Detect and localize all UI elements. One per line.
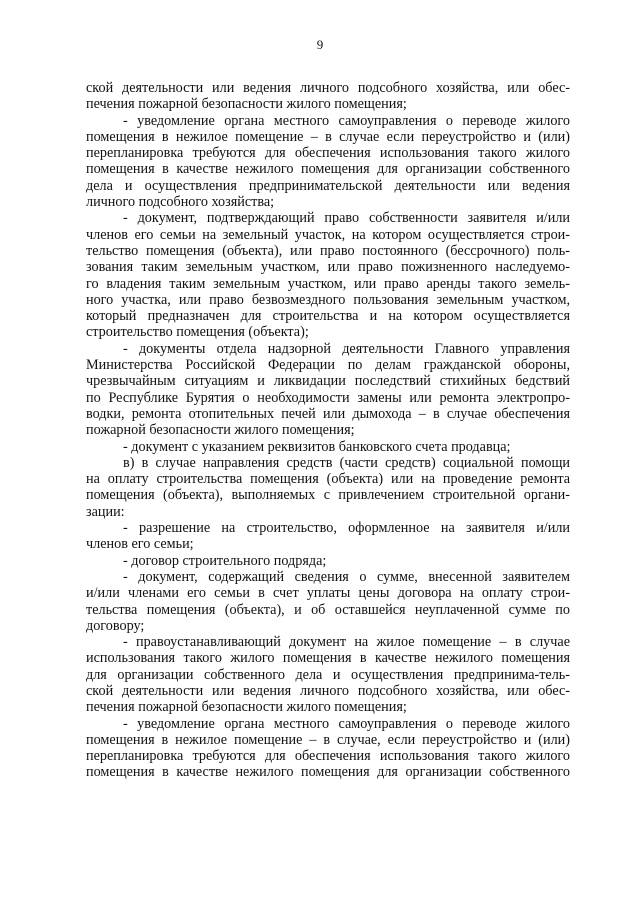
text-line: в) в случае направления средств (части средств) социальной помощи: [123, 454, 570, 471]
text-line: для организации собственного дела и осуществления предпринима-тель-: [86, 666, 570, 683]
text-line: чрезвычайным ситуациям и ликвидации последствий стихийных бедствий: [86, 373, 570, 390]
document-body: [86, 80, 570, 781]
text-line: - правоустанавливающий документ на жилое помещение – в случае: [123, 634, 570, 651]
text-line: - документ, подтверждающий право собственности заявителя и/или: [123, 210, 570, 227]
text-line: водки, ремонта отопительных печей или дымохода – в случае обеспечения: [86, 405, 570, 422]
text-line: - уведомление органа местного самоуправления о переводе жилого: [123, 715, 570, 732]
text-line: Министерства Российской Федерации по делам гражданской обороны,: [86, 357, 570, 374]
text-line: и/или членами его семьи в счет уплаты цены договора на оплату строи-: [86, 585, 570, 602]
text-line: - договор строительного подряда;: [123, 552, 327, 569]
text-line: тельство помещения (объекта), или право постоянного (бессрочного) поль-: [86, 242, 570, 259]
text-line: зации:: [86, 503, 125, 520]
text-line: членов его семьи на земельный участок, на котором осуществляется строи-: [86, 226, 570, 243]
text-line: договору;: [86, 617, 145, 634]
text-line: - документы отдела надзорной деятельности Главного управления: [123, 340, 570, 357]
text-line: ской деятельности или ведения личного подсобного хозяйства, или обес-: [86, 80, 570, 96]
text-line: помещения в качестве нежилого помещения для организации собственного: [86, 161, 570, 178]
text-line: ской деятельности или ведения личного подсобного хозяйства, или обес-: [86, 682, 570, 699]
text-line: помещения в качестве нежилого помещения для организации собственного: [86, 764, 570, 781]
text-line: - разрешение на строительство, оформленное на заявителя и/или: [123, 520, 570, 537]
text-line: по Республике Бурятия о необходимости замены или ремонта электропро-: [86, 389, 570, 406]
text-line: перепланировка требуются для обеспечения использования такого жилого: [86, 748, 570, 765]
text-line: использования такого жилого помещения в качестве нежилого помещения: [86, 650, 570, 667]
text-line: - уведомление органа местного самоуправления о переводе жилого: [123, 112, 570, 129]
text-line: печения пожарной безопасности жилого помещения;: [86, 96, 407, 113]
text-line: печения пожарной безопасности жилого помещения;: [86, 699, 407, 716]
text-line: ного участка, или право безвозмездного пользования земельным участком,: [86, 291, 570, 308]
text-line: помещения (объекта), выполняемых с привлечением строительной органи-: [86, 487, 570, 504]
text-line: пожарной безопасности жилого помещения;: [86, 422, 355, 439]
page-number: 9: [316, 37, 324, 52]
text-line: строительство помещения (объекта);: [86, 324, 309, 341]
text-line: помещения в нежилое помещение – в случае, если переустройство и (или): [86, 731, 570, 748]
text-line: членов его семьи;: [86, 536, 194, 553]
text-line: - документ, содержащий сведения о сумме, внесенной заявителем: [123, 568, 570, 585]
text-line: дела и осуществления предпринимательской деятельности или ведения: [86, 177, 570, 194]
text-line: который предназначен для строительства и на котором осуществляется: [86, 308, 570, 325]
text-line: зования таким земельным участком, или право пожизненного наследуемо-: [86, 259, 570, 276]
text-line: личного подсобного хозяйства;: [86, 194, 275, 211]
text-line: го владения таким земельным участком, или право аренды такого земель-: [86, 275, 570, 292]
text-line: перепланировка требуются для обеспечения использования такого жилого: [86, 145, 570, 162]
text-line: помещения в нежилое помещение – в случае если переустройство и (или): [86, 128, 570, 145]
text-line: - документ с указанием реквизитов банковского счета продавца;: [123, 438, 511, 455]
text-line: на оплату строительства помещения (объекта) или на проведение ремонта: [86, 471, 570, 488]
text-line: тельства помещения (объекта), и об оставшейся неуплаченной сумме по: [86, 601, 570, 618]
